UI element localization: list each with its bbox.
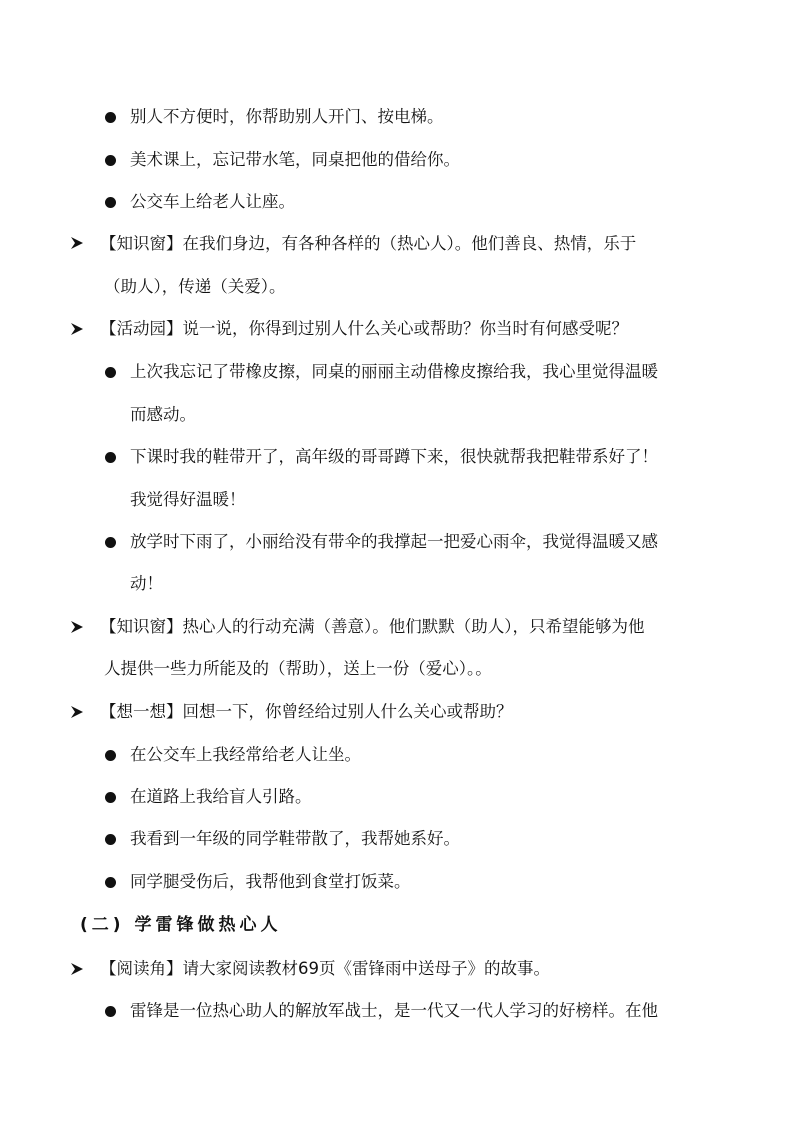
bullet-line: 下课时我的鞋带开了，高年级的哥哥蹲下来，很快就帮我把鞋带系好了！ [130,447,658,466]
bullet-icon [105,1006,116,1017]
continuation-line: （助人），传递（关爱）。 [104,277,286,296]
bullet-line: 上次我忘记了带橡皮擦，同桌的丽丽主动借橡皮擦给我，我心里觉得温暖 [130,362,658,381]
bullet-line: 美术课上，忘记带水笔，同桌把他的借给你。 [130,150,460,169]
bullet-line: 雷锋是一位热心助人的解放军战士，是一代又一代人学习的好榜样。在他 [130,1001,658,1020]
bullet-icon [105,112,116,123]
bullet-icon [105,792,116,803]
continuation-line: 我觉得好温暖！ [130,490,246,509]
knowledge-window-line: 【知识窗】在我们身边，有各种各样的（热心人）。他们善良、热情，乐于 [100,234,637,253]
think-line: 【想一想】回想一下，你曾经给过别人什么关心或帮助？ [100,702,513,721]
bullet-icon [105,367,116,378]
section-heading: (二) 学雷锋做热心人 [80,915,282,935]
bullet-icon [105,155,116,166]
knowledge-window-line: 【知识窗】热心人的行动充满（善意）。他们默默（助人），只希望能够为他 [100,617,645,636]
bullet-icon [105,537,116,548]
bullet-icon [105,834,116,845]
continuation-line: 动！ [130,574,163,593]
bullet-line: 在公交车上我经常给老人让坐。 [130,745,361,764]
bullet-line: 公交车上给老人让座。 [130,192,295,211]
bullet-line: 放学时下雨了，小丽给没有带伞的我撑起一把爱心雨伞，我觉得温暖又感 [130,532,658,551]
bullet-line: 在道路上我给盲人引路。 [130,787,312,806]
bullet-line: 同学腿受伤后，我帮他到食堂打饭菜。 [130,872,411,891]
continuation-line: 而感动。 [130,405,196,424]
bullet-icon [105,750,116,761]
continuation-line: 人提供一些力所能及的（帮助），送上一份（爱心）。。 [104,659,492,678]
bullet-icon [105,197,116,208]
bullet-icon [105,877,116,888]
activity-line: 【活动园】说一说，你得到过别人什么关心或帮助？你当时有何感受呢？ [100,319,628,338]
bullet-line: 别人不方便时，你帮助别人开门、按电梯。 [130,107,444,126]
bullet-line: 我看到一年级的同学鞋带散了，我帮她系好。 [130,829,460,848]
bullet-icon [105,452,116,463]
reading-corner-line: 【阅读角】请大家阅读教材69页《雷锋雨中送母子》的故事。 [100,959,550,978]
